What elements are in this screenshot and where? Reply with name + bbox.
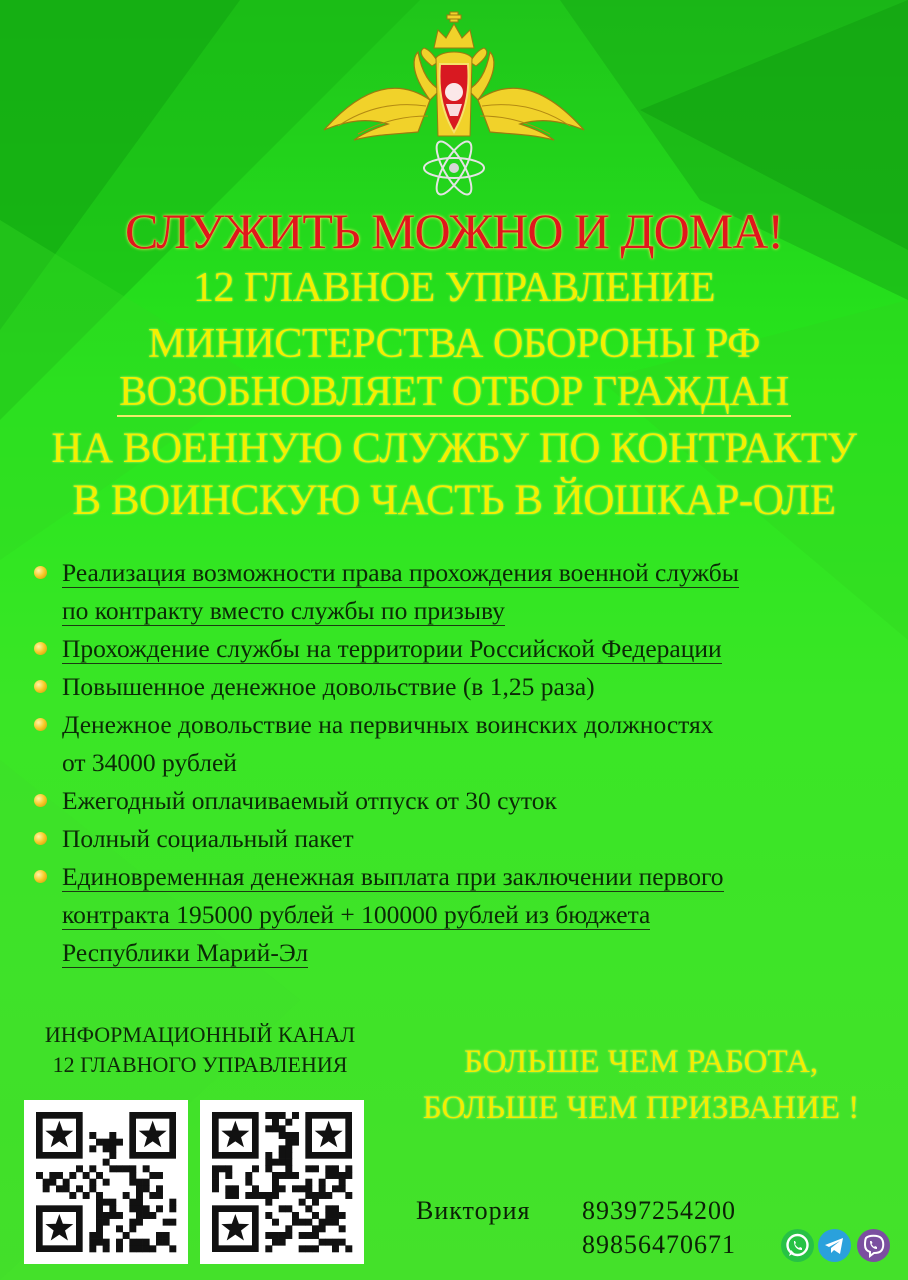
benefit-text: Прохождение службы на территории Российской Федерации [62, 634, 722, 663]
viber-icon[interactable] [857, 1229, 890, 1262]
benefit-text: Повышенное денежное довольствие (в 1,25 раза) [62, 672, 595, 701]
telegram-glyph [818, 1229, 851, 1262]
benefit-text: контракта 195000 рублей + 100000 рублей из бюджета [62, 900, 651, 929]
info-channel-caption [14, 1020, 386, 1080]
benefit-text: Ежегодный оплачиваемый отпуск от 30 суток [62, 786, 557, 815]
benefit-item [34, 858, 904, 972]
contact-phone[interactable]: 89856470671 [582, 1230, 736, 1259]
telegram-icon[interactable] [818, 1229, 851, 1262]
bullet-icon [34, 642, 47, 655]
benefit-item [34, 554, 904, 630]
headline-line-3 [0, 368, 908, 416]
headline-line-2: МИНИСТЕРСТВА ОБОРОНЫ РФ [148, 321, 760, 367]
bullet-icon [34, 832, 47, 845]
benefit-text: по контракту вместо службы по призыву [62, 596, 505, 625]
headline-line-1: 12 ГЛАВНОЕ УПРАВЛЕНИЕ [192, 265, 716, 311]
bullet-icon [34, 794, 47, 807]
benefit-text: Республики Марий-Эл [62, 938, 309, 967]
headline-line-5: В ВОИНСКУЮ ЧАСТЬ В ЙОШКАР-ОЛЕ [72, 477, 836, 524]
benefits-list [34, 554, 904, 972]
bullet-icon [34, 680, 47, 693]
benefit-item [34, 668, 904, 706]
info-channel-line: ИНФОРМАЦИОННЫЙ КАНАЛ [44, 1022, 356, 1047]
contact-name: Виктория [416, 1196, 531, 1225]
contact-phone[interactable]: 89397254200 [582, 1196, 736, 1225]
whatsapp-icon[interactable] [781, 1229, 814, 1262]
benefit-text: Полный социальный пакет [62, 824, 354, 853]
benefit-item [34, 630, 904, 668]
benefit-item [34, 706, 904, 782]
benefit-text: Денежное довольствие на первичных воинских должностях [62, 710, 714, 739]
benefit-text: Единовременная денежная выплата при заключении первого [62, 862, 724, 891]
viber-glyph [857, 1229, 890, 1262]
info-channel-line: 12 ГЛАВНОГО УПРАВЛЕНИЯ [52, 1052, 348, 1077]
bullet-icon [34, 566, 47, 579]
headline-main: СЛУЖИТЬ МОЖНО И ДОМА! [125, 203, 783, 259]
slogan-line-1: БОЛЬШЕ ЧЕМ РАБОТА, [463, 1044, 819, 1080]
qr-code-icon[interactable] [24, 1100, 188, 1264]
qr-code-icon[interactable] [200, 1100, 364, 1264]
headline-line-3-text: ВОЗОБНОВЛЯЕТ ОТБОР ГРАЖДАН [119, 369, 789, 415]
qr-code-graphic [200, 1100, 364, 1264]
slogan-line-2: БОЛЬШЕ ЧЕМ ПРИЗВАНИЕ ! [422, 1090, 860, 1126]
benefit-item [34, 820, 904, 858]
emblem-icon [318, 8, 590, 198]
whatsapp-glyph [781, 1229, 814, 1262]
benefit-item [34, 782, 904, 820]
qr-code-graphic [24, 1100, 188, 1264]
benefit-text: Реализация возможности права прохождения военной службы [62, 558, 739, 587]
bullet-icon [34, 870, 47, 883]
headline-line-4: НА ВОЕННУЮ СЛУЖБУ ПО КОНТРАКТУ [51, 425, 857, 472]
bullet-icon [34, 718, 47, 731]
benefit-text: от 34000 рублей [62, 748, 237, 777]
